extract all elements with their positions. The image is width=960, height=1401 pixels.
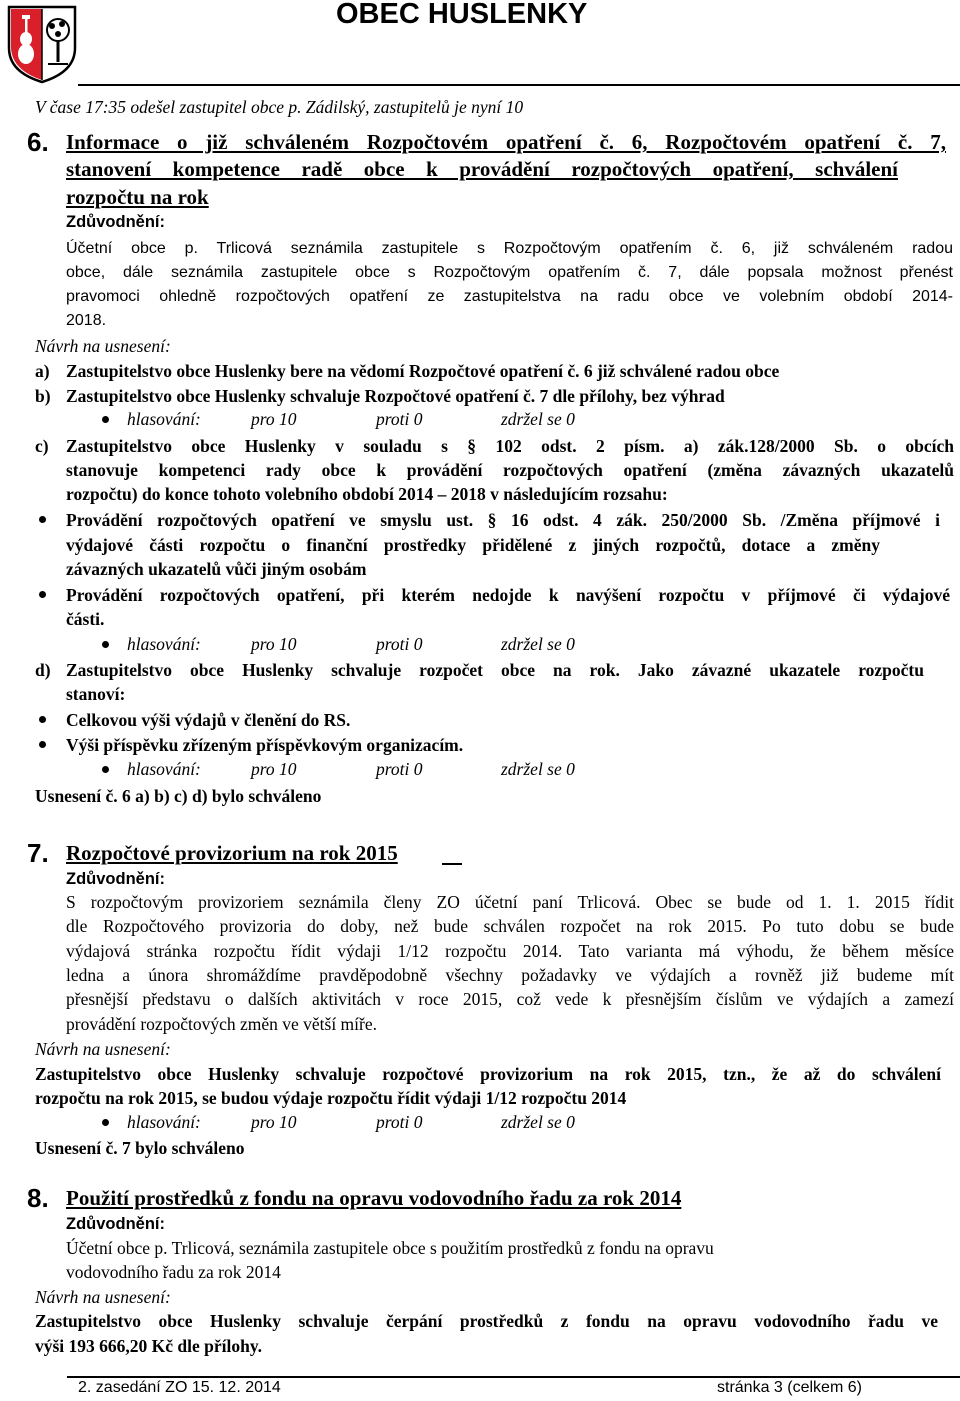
vote-zdrzel: zdržel se 0 bbox=[501, 409, 575, 429]
header bbox=[0, 0, 960, 90]
list-item-line: závazných ukazatelů vůči jiným osobám bbox=[66, 559, 367, 579]
section-8-title: Použití prostředků z fondu na opravu vodovodního řadu za rok 2014 bbox=[66, 1186, 682, 1210]
paragraph-line: provádění rozpočtových změn ve větší míře. bbox=[66, 1014, 378, 1034]
navrh-label: Návrh na usnesení: bbox=[35, 1039, 171, 1059]
zduvodneni-label: Zdůvodnění: bbox=[66, 213, 165, 231]
list-item-line: části. bbox=[66, 609, 105, 629]
list-item-line: Provádění rozpočtových opatření ve smyslu ust. § 16 odst. 4 zák. 250/2000 Sb. /Změna příjmové i bbox=[66, 510, 940, 530]
resolution-line: Zastupitelstvo obce Huslenky schvaluje čerpání prostředků z fondu na opravu vodovodního řadu ve bbox=[35, 1311, 938, 1331]
vote-proti: proti 0 bbox=[376, 759, 423, 779]
paragraph-line: dle Rozpočtového provizoria do doby, než bude schválen rozpočet na rok 2015. Po tuto dobu se bude bbox=[66, 916, 954, 936]
vote-proti: proti 0 bbox=[376, 409, 423, 429]
header-rule bbox=[78, 84, 960, 86]
resolution-item-line: Zastupitelstvo obce Huslenky schvaluje rozpočet obce na rok. Jako závazné ukazatele rozpočtu bbox=[66, 660, 924, 680]
navrh-label: Návrh na usnesení: bbox=[35, 336, 171, 356]
item-marker: d) bbox=[35, 660, 51, 680]
bullet-icon bbox=[39, 741, 46, 748]
section-6-title-line: stanovení kompetence radě obce k provádění rozpočtových opatření, schválení bbox=[66, 157, 898, 181]
bullet-icon bbox=[102, 641, 109, 648]
resolution-line: rozpočtu na rok 2015, se budou výdaje rozpočtu řídit výdaji 1/12 rozpočtu 2014 bbox=[35, 1088, 627, 1108]
vote-label: hlasování: bbox=[127, 634, 201, 654]
resolution-item-line: Zastupitelstvo obce Huslenky v souladu s § 102 odst. 2 písm. a) zák.128/2000 Sb. o obcích bbox=[66, 436, 954, 456]
paragraph-line: 2018. bbox=[66, 312, 107, 329]
bullet-icon bbox=[39, 591, 46, 598]
list-item-line: Provádění rozpočtových opatření, při kterém nedojde k navýšení rozpočtu v příjmové či výdajové bbox=[66, 585, 950, 605]
resolution-result: Usnesení č. 6 a) b) c) d) bylo schváleno bbox=[35, 786, 322, 806]
vote-proti: proti 0 bbox=[376, 1112, 423, 1132]
resolution-line: Zastupitelstvo obce Huslenky schvaluje rozpočtové provizorium na rok 2015, tzn., že až do schválení bbox=[35, 1064, 941, 1084]
vote-zdrzel: zdržel se 0 bbox=[501, 1112, 575, 1132]
bullet-icon bbox=[39, 716, 46, 723]
coat-of-arms-icon bbox=[6, 4, 78, 84]
bullet-icon bbox=[39, 516, 46, 523]
bullet-icon bbox=[102, 1119, 109, 1126]
vote-pro: pro 10 bbox=[251, 1112, 297, 1132]
bullet-icon bbox=[102, 416, 109, 423]
section-6-title-line: rozpočtu na rok bbox=[66, 185, 209, 209]
title-underline-extension bbox=[442, 863, 462, 865]
vote-label: hlasování: bbox=[127, 759, 201, 779]
paragraph-line: obce, dále seznámila zastupitele obce s Rozpočtovým opatřením č. 7, dále popsala možnost přenést bbox=[66, 264, 953, 281]
resolution-line: výši 193 666,20 Kč dle přílohy. bbox=[35, 1336, 263, 1356]
intro-note: V čase 17:35 odešel zastupitel obce p. Zádilský, zastupitelů je nyní 10 bbox=[35, 97, 524, 117]
zduvodneni-label: Zdůvodnění: bbox=[66, 870, 165, 888]
section-7-number: 7. bbox=[27, 838, 49, 868]
list-item: Celkovou výši výdajů v členění do RS. bbox=[66, 710, 351, 730]
paragraph-line: ledna a února shromáždíme pravděpodobně všechny požadavky ve výdajích a rovněž již budeme mít bbox=[66, 965, 954, 985]
item-marker: b) bbox=[35, 386, 51, 406]
bullet-icon bbox=[102, 766, 109, 773]
footer-meeting: 2. zasedání ZO 15. 12. 2014 bbox=[78, 1379, 281, 1396]
item-marker: a) bbox=[35, 361, 50, 381]
vote-zdrzel: zdržel se 0 bbox=[501, 759, 575, 779]
paragraph-line: Účetní obce p. Trlicová, seznámila zastupitele obce s použitím prostředků z fondu na opravu bbox=[66, 1238, 714, 1258]
vote-zdrzel: zdržel se 0 bbox=[501, 634, 575, 654]
paragraph-line: S rozpočtovým provizoriem seznámila členy ZO účetní paní Trlicová. Obec se bude od 1. 1. 2015 řídit bbox=[66, 892, 954, 912]
vote-pro: pro 10 bbox=[251, 409, 297, 429]
list-item: Výši příspěvku zřízeným příspěvkovým organizacím. bbox=[66, 735, 464, 755]
zduvodneni-label: Zdůvodnění: bbox=[66, 1215, 165, 1233]
resolution-item-line: stanoví: bbox=[66, 684, 126, 704]
paragraph-line: pravomoci ohledně rozpočtových opatření ze zastupitelstva na radu obce ve volebním období 2014- bbox=[66, 288, 953, 305]
section-7-title: Rozpočtové provizorium na rok 2015 bbox=[66, 841, 398, 865]
resolution-item: Zastupitelstvo obce Huslenky bere na vědomí Rozpočtové opatření č. 6 již schválené radou obce bbox=[66, 361, 780, 381]
vote-pro: pro 10 bbox=[251, 759, 297, 779]
paragraph-line: výdajová stránka rozpočtu řídit výdaji 1/12 rozpočtu 2014. Tato varianta má výhodu, že během měsíce bbox=[66, 941, 954, 961]
resolution-item-line: rozpočtu) do konce tohoto volebního období 2014 – 2018 v následujícím rozsahu: bbox=[66, 484, 668, 504]
vote-proti: proti 0 bbox=[376, 634, 423, 654]
paragraph-line: vodovodního řadu za rok 2014 bbox=[66, 1262, 281, 1282]
resolution-result: Usnesení č. 7 bylo schváleno bbox=[35, 1138, 245, 1158]
navrh-label: Návrh na usnesení: bbox=[35, 1287, 171, 1307]
list-item-line: výdajové části rozpočtu o finanční prostředky přidělené z jiných rozpočtů, dotace a změny bbox=[66, 535, 880, 555]
vote-label: hlasování: bbox=[127, 1112, 201, 1132]
section-6-title-line: Informace o již schváleném Rozpočtovém opatření č. 6, Rozpočtovém opatření č. 7, bbox=[66, 130, 946, 154]
resolution-item: Zastupitelstvo obce Huslenky schvaluje Rozpočtové opatření č. 7 dle přílohy, bez výhrad bbox=[66, 386, 725, 406]
vote-label: hlasování: bbox=[127, 409, 201, 429]
item-marker: c) bbox=[35, 436, 49, 456]
paragraph-line: Účetní obce p. Trlicová seznámila zastupitele s Rozpočtovým opatřením č. 6, již schváleném radou bbox=[66, 240, 953, 257]
section-8-number: 8. bbox=[27, 1183, 49, 1213]
footer-page-number: stránka 3 (celkem 6) bbox=[717, 1379, 862, 1396]
section-6-number: 6. bbox=[27, 127, 49, 157]
page-title: OBEC HUSLENKY bbox=[336, 0, 588, 30]
resolution-item-line: stanovuje kompetenci rady obce k provádění rozpočtových opatření (změna závazných ukazatelů bbox=[66, 460, 954, 480]
paragraph-line: přesnější představu o dalších aktivitách v roce 2015, což vede k přesnějším číslům ve výdajích a zamezí bbox=[66, 989, 954, 1009]
vote-pro: pro 10 bbox=[251, 634, 297, 654]
